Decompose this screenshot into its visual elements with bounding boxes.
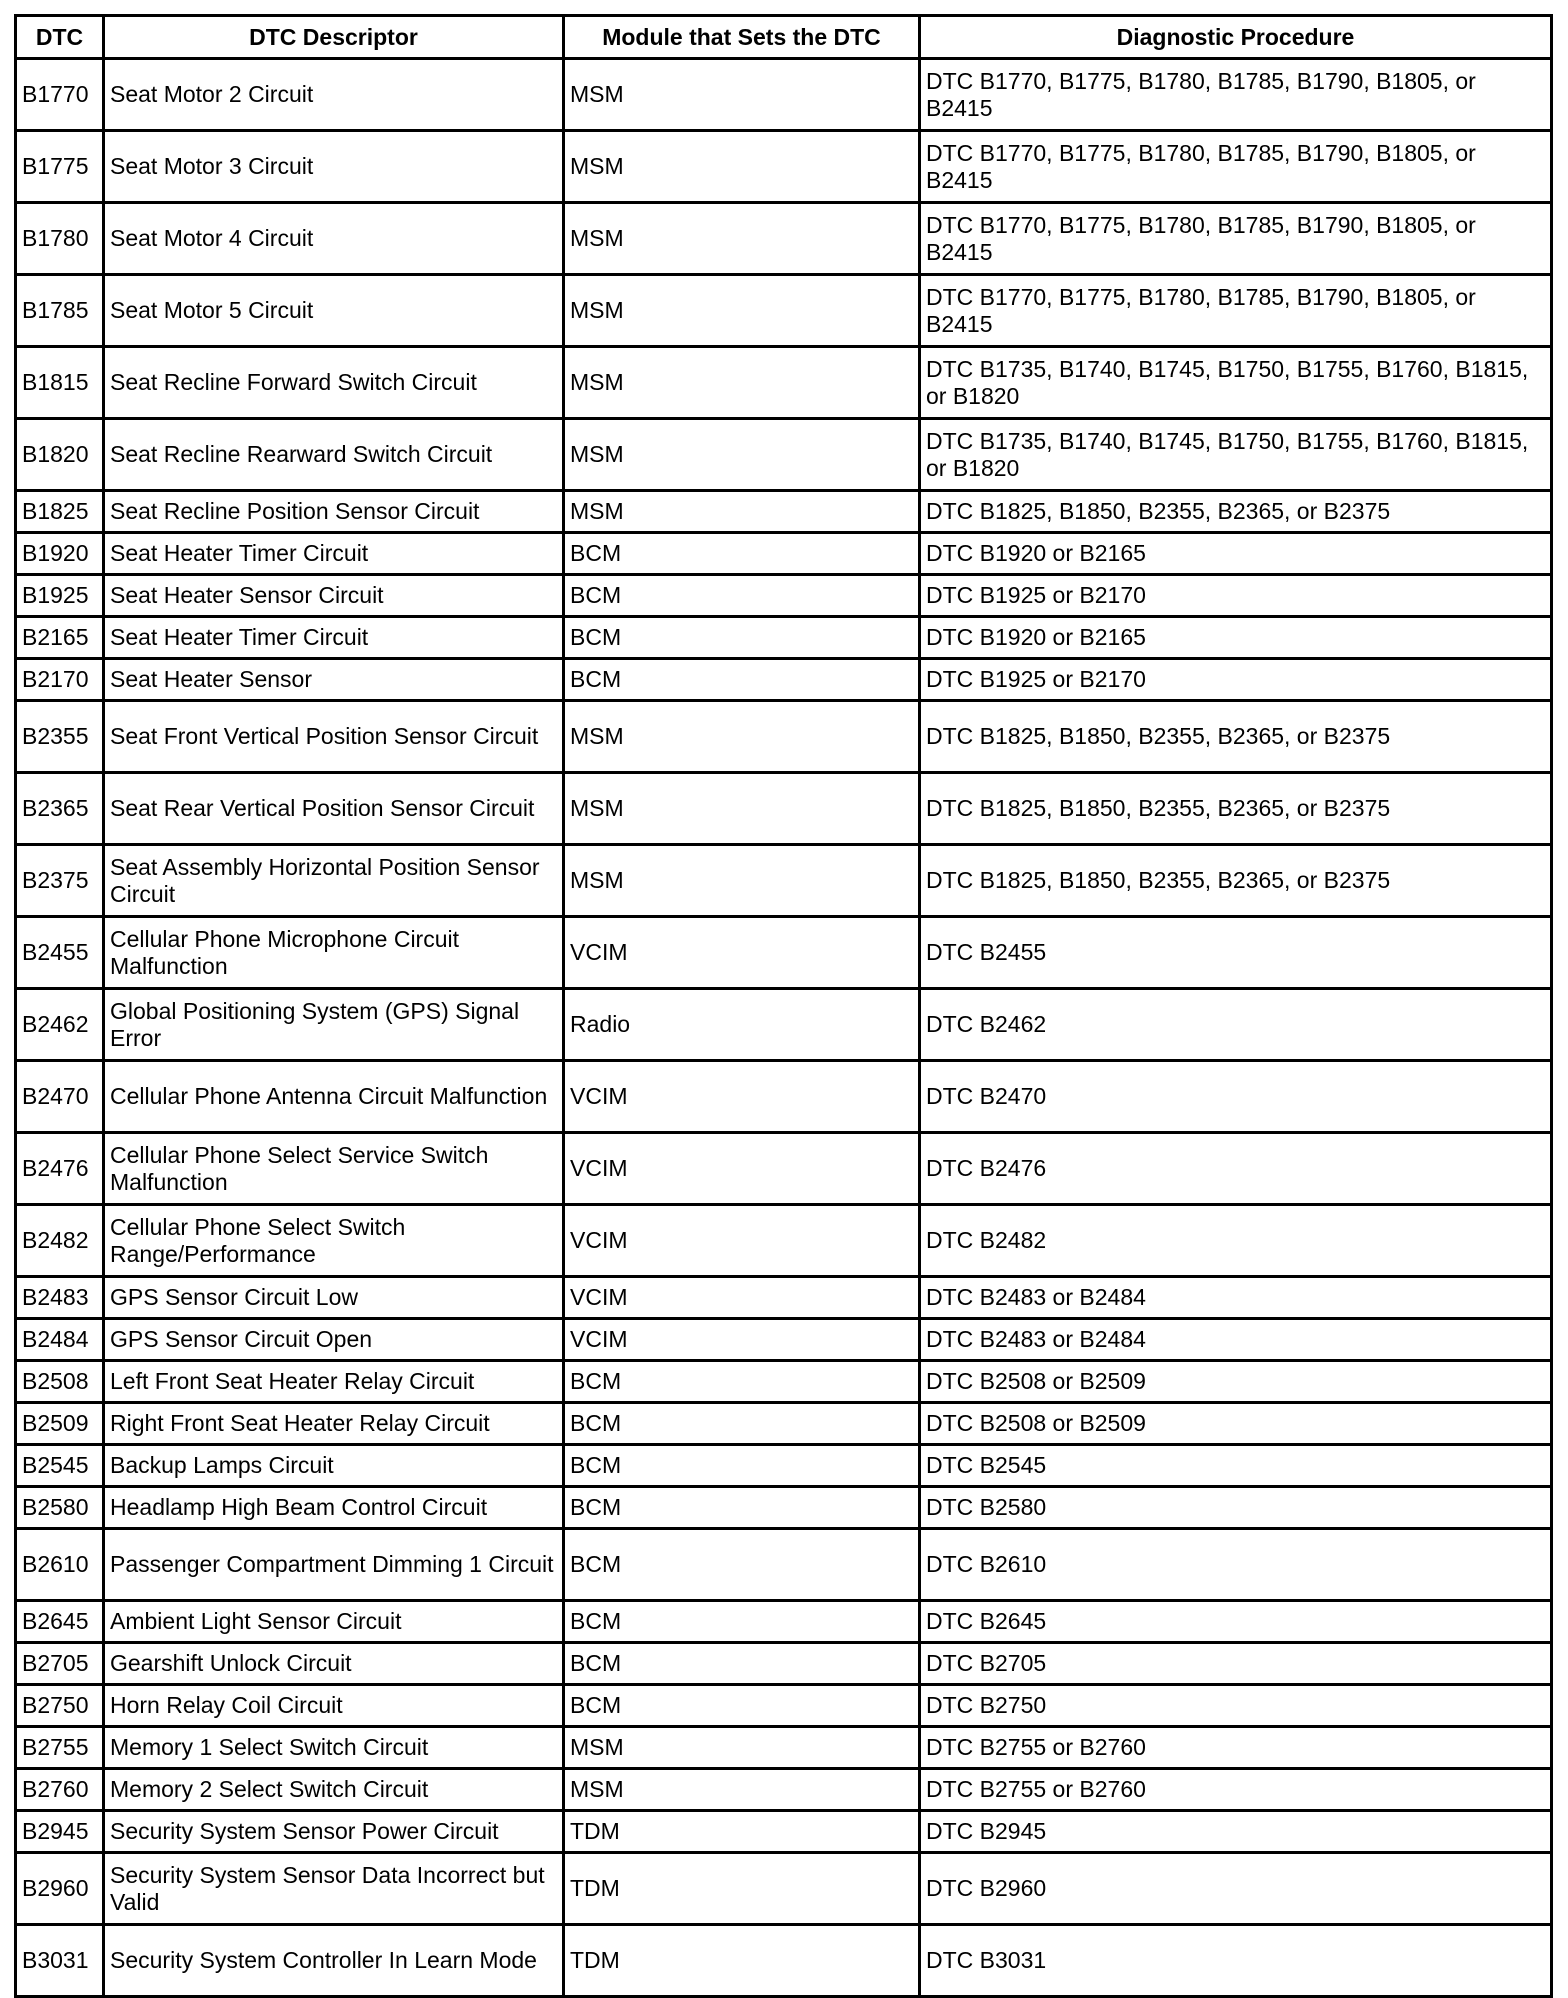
cell-procedure: DTC B1770, B1775, B1780, B1785, B1790, B1805, or B2415 bbox=[920, 59, 1552, 131]
cell-module: BCM bbox=[564, 575, 920, 617]
cell-dtc: B2610 bbox=[16, 1529, 104, 1601]
table-row bbox=[16, 845, 1552, 917]
cell-descriptor: Memory 2 Select Switch Circuit bbox=[104, 1769, 564, 1811]
cell-procedure: DTC B2610 bbox=[920, 1529, 1552, 1601]
cell-procedure: DTC B2462 bbox=[920, 989, 1552, 1061]
cell-descriptor: Seat Motor 5 Circuit bbox=[104, 275, 564, 347]
table-row bbox=[16, 533, 1552, 575]
cell-procedure: DTC B2755 or B2760 bbox=[920, 1769, 1552, 1811]
cell-module: BCM bbox=[564, 659, 920, 701]
cell-module: MSM bbox=[564, 347, 920, 419]
cell-module: MSM bbox=[564, 1727, 920, 1769]
table-row bbox=[16, 1853, 1552, 1925]
cell-procedure: DTC B1925 or B2170 bbox=[920, 575, 1552, 617]
cell-procedure: DTC B1770, B1775, B1780, B1785, B1790, B1805, or B2415 bbox=[920, 275, 1552, 347]
cell-dtc: B2482 bbox=[16, 1205, 104, 1277]
header-dtc-descriptor: DTC Descriptor bbox=[104, 16, 564, 59]
cell-descriptor: Seat Recline Position Sensor Circuit bbox=[104, 491, 564, 533]
cell-dtc: B1775 bbox=[16, 131, 104, 203]
cell-module: MSM bbox=[564, 1769, 920, 1811]
header-module: Module that Sets the DTC bbox=[564, 16, 920, 59]
cell-module: MSM bbox=[564, 491, 920, 533]
cell-descriptor: Gearshift Unlock Circuit bbox=[104, 1643, 564, 1685]
cell-dtc: B2355 bbox=[16, 701, 104, 773]
cell-dtc: B2509 bbox=[16, 1403, 104, 1445]
cell-descriptor: Seat Assembly Horizontal Position Sensor Circuit bbox=[104, 845, 564, 917]
table-row bbox=[16, 1205, 1552, 1277]
cell-descriptor: Cellular Phone Microphone Circuit Malfunction bbox=[104, 917, 564, 989]
cell-dtc: B2580 bbox=[16, 1487, 104, 1529]
cell-module: BCM bbox=[564, 617, 920, 659]
cell-descriptor: Left Front Seat Heater Relay Circuit bbox=[104, 1361, 564, 1403]
table-row bbox=[16, 1685, 1552, 1727]
table-row bbox=[16, 659, 1552, 701]
cell-dtc: B2462 bbox=[16, 989, 104, 1061]
table-row bbox=[16, 575, 1552, 617]
cell-descriptor: Right Front Seat Heater Relay Circuit bbox=[104, 1403, 564, 1445]
table-body bbox=[16, 59, 1552, 1997]
cell-procedure: DTC B2580 bbox=[920, 1487, 1552, 1529]
cell-module: BCM bbox=[564, 1529, 920, 1601]
cell-dtc: B2170 bbox=[16, 659, 104, 701]
cell-descriptor: Seat Front Vertical Position Sensor Circuit bbox=[104, 701, 564, 773]
cell-module: TDM bbox=[564, 1811, 920, 1853]
cell-descriptor: Cellular Phone Select Switch Range/Performance bbox=[104, 1205, 564, 1277]
cell-module: VCIM bbox=[564, 1277, 920, 1319]
cell-procedure: DTC B1920 or B2165 bbox=[920, 533, 1552, 575]
cell-descriptor: Cellular Phone Antenna Circuit Malfunction bbox=[104, 1061, 564, 1133]
cell-descriptor: Seat Heater Sensor bbox=[104, 659, 564, 701]
header-diagnostic-procedure: Diagnostic Procedure bbox=[920, 16, 1552, 59]
table-row bbox=[16, 419, 1552, 491]
cell-dtc: B2455 bbox=[16, 917, 104, 989]
cell-dtc: B2470 bbox=[16, 1061, 104, 1133]
cell-dtc: B1825 bbox=[16, 491, 104, 533]
cell-dtc: B2375 bbox=[16, 845, 104, 917]
cell-procedure: DTC B2483 or B2484 bbox=[920, 1277, 1552, 1319]
cell-descriptor: GPS Sensor Circuit Open bbox=[104, 1319, 564, 1361]
table-row bbox=[16, 1529, 1552, 1601]
table-row bbox=[16, 617, 1552, 659]
cell-module: MSM bbox=[564, 131, 920, 203]
cell-procedure: DTC B1925 or B2170 bbox=[920, 659, 1552, 701]
cell-descriptor: Seat Recline Rearward Switch Circuit bbox=[104, 419, 564, 491]
cell-module: MSM bbox=[564, 701, 920, 773]
cell-dtc: B2755 bbox=[16, 1727, 104, 1769]
cell-descriptor: Ambient Light Sensor Circuit bbox=[104, 1601, 564, 1643]
cell-descriptor: Seat Heater Timer Circuit bbox=[104, 617, 564, 659]
cell-procedure: DTC B2945 bbox=[920, 1811, 1552, 1853]
cell-dtc: B1920 bbox=[16, 533, 104, 575]
table-row bbox=[16, 1487, 1552, 1529]
cell-module: MSM bbox=[564, 419, 920, 491]
cell-descriptor: Backup Lamps Circuit bbox=[104, 1445, 564, 1487]
table-row bbox=[16, 1061, 1552, 1133]
table-row bbox=[16, 701, 1552, 773]
table-row bbox=[16, 1133, 1552, 1205]
cell-dtc: B2945 bbox=[16, 1811, 104, 1853]
cell-dtc: B1815 bbox=[16, 347, 104, 419]
cell-dtc: B2750 bbox=[16, 1685, 104, 1727]
cell-descriptor: Seat Heater Timer Circuit bbox=[104, 533, 564, 575]
cell-module: BCM bbox=[564, 1685, 920, 1727]
table-row bbox=[16, 1601, 1552, 1643]
table-row bbox=[16, 1445, 1552, 1487]
cell-dtc: B2645 bbox=[16, 1601, 104, 1643]
cell-module: MSM bbox=[564, 845, 920, 917]
cell-descriptor: Horn Relay Coil Circuit bbox=[104, 1685, 564, 1727]
cell-procedure: DTC B2470 bbox=[920, 1061, 1552, 1133]
cell-dtc: B3031 bbox=[16, 1925, 104, 1997]
cell-module: TDM bbox=[564, 1853, 920, 1925]
cell-dtc: B2760 bbox=[16, 1769, 104, 1811]
header-dtc: DTC bbox=[16, 16, 104, 59]
table-header bbox=[16, 16, 1552, 59]
cell-descriptor: Seat Recline Forward Switch Circuit bbox=[104, 347, 564, 419]
header-row bbox=[16, 16, 1552, 59]
cell-dtc: B2483 bbox=[16, 1277, 104, 1319]
table-row bbox=[16, 1727, 1552, 1769]
cell-procedure: DTC B2755 or B2760 bbox=[920, 1727, 1552, 1769]
table-row bbox=[16, 917, 1552, 989]
cell-module: BCM bbox=[564, 1361, 920, 1403]
cell-dtc: B1770 bbox=[16, 59, 104, 131]
table-row bbox=[16, 203, 1552, 275]
cell-procedure: DTC B2645 bbox=[920, 1601, 1552, 1643]
cell-descriptor: Seat Motor 3 Circuit bbox=[104, 131, 564, 203]
table-row bbox=[16, 1925, 1552, 1997]
cell-descriptor: Security System Sensor Data Incorrect but Valid bbox=[104, 1853, 564, 1925]
cell-procedure: DTC B2508 or B2509 bbox=[920, 1403, 1552, 1445]
cell-procedure: DTC B1735, B1740, B1745, B1750, B1755, B1760, B1815, or B1820 bbox=[920, 347, 1552, 419]
table-row bbox=[16, 773, 1552, 845]
cell-procedure: DTC B1825, B1850, B2355, B2365, or B2375 bbox=[920, 845, 1552, 917]
cell-descriptor: Security System Sensor Power Circuit bbox=[104, 1811, 564, 1853]
table-row bbox=[16, 1277, 1552, 1319]
cell-descriptor: Seat Motor 2 Circuit bbox=[104, 59, 564, 131]
cell-descriptor: Cellular Phone Select Service Switch Malfunction bbox=[104, 1133, 564, 1205]
cell-procedure: DTC B2482 bbox=[920, 1205, 1552, 1277]
cell-procedure: DTC B2750 bbox=[920, 1685, 1552, 1727]
cell-module: MSM bbox=[564, 275, 920, 347]
cell-module: BCM bbox=[564, 1445, 920, 1487]
cell-dtc: B1780 bbox=[16, 203, 104, 275]
cell-dtc: B1785 bbox=[16, 275, 104, 347]
cell-descriptor: Global Positioning System (GPS) Signal Error bbox=[104, 989, 564, 1061]
table-row bbox=[16, 59, 1552, 131]
cell-procedure: DTC B2705 bbox=[920, 1643, 1552, 1685]
cell-module: BCM bbox=[564, 1487, 920, 1529]
table-row bbox=[16, 1319, 1552, 1361]
cell-module: MSM bbox=[564, 773, 920, 845]
cell-descriptor: GPS Sensor Circuit Low bbox=[104, 1277, 564, 1319]
cell-procedure: DTC B2960 bbox=[920, 1853, 1552, 1925]
table-row bbox=[16, 275, 1552, 347]
cell-descriptor: Memory 1 Select Switch Circuit bbox=[104, 1727, 564, 1769]
cell-procedure: DTC B2483 or B2484 bbox=[920, 1319, 1552, 1361]
cell-dtc: B2476 bbox=[16, 1133, 104, 1205]
cell-descriptor: Passenger Compartment Dimming 1 Circuit bbox=[104, 1529, 564, 1601]
cell-dtc: B2960 bbox=[16, 1853, 104, 1925]
table-row bbox=[16, 1769, 1552, 1811]
cell-dtc: B1925 bbox=[16, 575, 104, 617]
table-row bbox=[16, 1361, 1552, 1403]
cell-descriptor: Security System Controller In Learn Mode bbox=[104, 1925, 564, 1997]
cell-module: MSM bbox=[564, 203, 920, 275]
cell-descriptor: Seat Rear Vertical Position Sensor Circuit bbox=[104, 773, 564, 845]
cell-procedure: DTC B1825, B1850, B2355, B2365, or B2375 bbox=[920, 773, 1552, 845]
cell-procedure: DTC B2508 or B2509 bbox=[920, 1361, 1552, 1403]
cell-procedure: DTC B2476 bbox=[920, 1133, 1552, 1205]
cell-dtc: B2365 bbox=[16, 773, 104, 845]
table-row bbox=[16, 347, 1552, 419]
cell-procedure: DTC B1770, B1775, B1780, B1785, B1790, B1805, or B2415 bbox=[920, 203, 1552, 275]
cell-module: VCIM bbox=[564, 1133, 920, 1205]
cell-procedure: DTC B1920 or B2165 bbox=[920, 617, 1552, 659]
cell-module: BCM bbox=[564, 1601, 920, 1643]
cell-module: VCIM bbox=[564, 917, 920, 989]
cell-dtc: B2165 bbox=[16, 617, 104, 659]
table-row bbox=[16, 1403, 1552, 1445]
cell-dtc: B2545 bbox=[16, 1445, 104, 1487]
cell-procedure: DTC B2545 bbox=[920, 1445, 1552, 1487]
cell-procedure: DTC B1735, B1740, B1745, B1750, B1755, B1760, B1815, or B1820 bbox=[920, 419, 1552, 491]
cell-module: VCIM bbox=[564, 1319, 920, 1361]
cell-procedure: DTC B3031 bbox=[920, 1925, 1552, 1997]
dtc-table bbox=[14, 14, 1553, 1998]
cell-dtc: B2705 bbox=[16, 1643, 104, 1685]
table-row bbox=[16, 1811, 1552, 1853]
cell-module: TDM bbox=[564, 1925, 920, 1997]
cell-dtc: B2508 bbox=[16, 1361, 104, 1403]
cell-procedure: DTC B1825, B1850, B2355, B2365, or B2375 bbox=[920, 701, 1552, 773]
table-row bbox=[16, 131, 1552, 203]
cell-descriptor: Headlamp High Beam Control Circuit bbox=[104, 1487, 564, 1529]
cell-dtc: B2484 bbox=[16, 1319, 104, 1361]
cell-dtc: B1820 bbox=[16, 419, 104, 491]
cell-module: BCM bbox=[564, 1643, 920, 1685]
table-row bbox=[16, 1643, 1552, 1685]
cell-module: MSM bbox=[564, 59, 920, 131]
cell-descriptor: Seat Heater Sensor Circuit bbox=[104, 575, 564, 617]
cell-module: BCM bbox=[564, 533, 920, 575]
table-row bbox=[16, 989, 1552, 1061]
cell-module: VCIM bbox=[564, 1205, 920, 1277]
cell-module: BCM bbox=[564, 1403, 920, 1445]
cell-procedure: DTC B2455 bbox=[920, 917, 1552, 989]
cell-module: VCIM bbox=[564, 1061, 920, 1133]
cell-procedure: DTC B1770, B1775, B1780, B1785, B1790, B1805, or B2415 bbox=[920, 131, 1552, 203]
table-row bbox=[16, 491, 1552, 533]
cell-procedure: DTC B1825, B1850, B2355, B2365, or B2375 bbox=[920, 491, 1552, 533]
cell-descriptor: Seat Motor 4 Circuit bbox=[104, 203, 564, 275]
cell-module: Radio bbox=[564, 989, 920, 1061]
